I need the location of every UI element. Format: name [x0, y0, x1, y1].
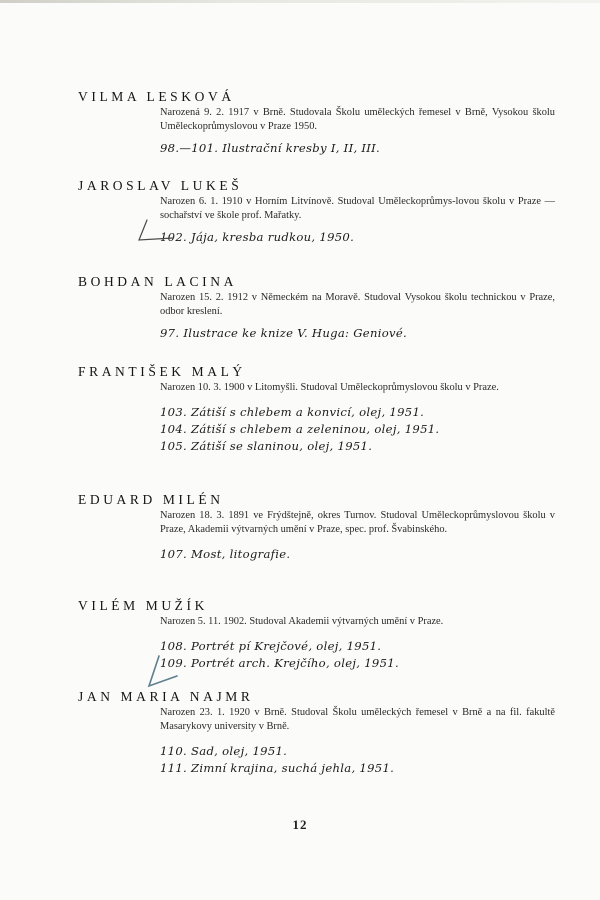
artist-entry-najmr — [78, 689, 558, 777]
work-item: 104. Zátiší s chlebem a zeleninou, olej, 1951. — [160, 422, 440, 436]
works-list — [160, 229, 558, 246]
work-item: 108. Portrét pí Krejčové, olej, 1951. — [160, 639, 382, 653]
works-list — [160, 325, 558, 342]
pencil-checkmark-icon — [145, 654, 185, 688]
artist-name: BOHDAN LACINA — [78, 274, 237, 289]
artist-bio: Narozen 6. 1. 1910 v Horním Litvínově. Studoval Uměleckoprůmys-lovou školu v Praze — sochařství ve škole prof. Mařatky. — [160, 196, 555, 221]
artist-entry-milen — [78, 492, 558, 563]
artist-bio: Narozen 5. 11. 1902. Studoval Akademii výtvarných umění v Praze. — [160, 616, 444, 627]
work-item: 97. Ilustrace ke knize V. Huga: Geniové. — [160, 326, 407, 340]
works-list — [160, 546, 558, 563]
work-item: 103. Zátiší s chlebem a konvicí, olej, 1951. — [160, 405, 425, 419]
artist-name: JAN MARIA NAJMR — [78, 689, 254, 704]
work-item: 102. Jája, kresba rudkou, 1950. — [160, 230, 355, 244]
artist-name: FRANTIŠEK MALÝ — [78, 364, 246, 379]
page-number: 12 — [292, 817, 308, 832]
artist-entry-leskova — [78, 89, 558, 157]
work-item: 98.—101. Ilustrační kresby I, II, III. — [160, 141, 381, 155]
artist-name: VILMA LESKOVÁ — [78, 89, 235, 104]
pencil-checkmark-icon — [135, 218, 175, 244]
artist-name: EDUARD MILÉN — [78, 492, 224, 507]
page-top-edge — [0, 0, 600, 3]
works-list — [160, 404, 558, 455]
artist-bio: Narozen 10. 3. 1900 v Litomyšli. Studoval Uměleckoprůmyslovou školu v Praze. — [160, 382, 499, 393]
artist-bio: Narozen 23. 1. 1920 v Brně. Studoval Školu uměleckých řemesel v Brně a na fil. fakultě Masarykovy university v Brně. — [160, 707, 555, 732]
artist-bio: Narozená 9. 2. 1917 v Brně. Studovala Školu uměleckých řemesel v Brně, Vysokou školu Uměleckoprůmyslovou v Praze 1950. — [160, 107, 555, 132]
works-list — [160, 743, 558, 777]
artist-bio: Narozen 18. 3. 1891 ve Frýdštejně, okres Turnov. Studoval Uměleckoprůmyslovou školu v Praze, Akademii výtvarných umění v Praze, spec. prof. Švabinského. — [160, 510, 555, 535]
works-list — [160, 638, 558, 672]
artist-bio: Narozen 15. 2. 1912 v Německém na Moravě. Studoval Vysokou školu technickou v Praze, odbor kreslení. — [160, 292, 555, 317]
artist-entry-maly — [78, 364, 558, 455]
artist-entry-lacina — [78, 274, 558, 342]
artist-name: VILÉM MUŽÍK — [78, 598, 208, 613]
work-item: 110. Sad, olej, 1951. — [160, 744, 288, 758]
work-item: 109. Portrét arch. Krejčího, olej, 1951. — [160, 656, 399, 670]
work-item: 105. Zátiší se slaninou, olej, 1951. — [160, 439, 373, 453]
works-list — [160, 140, 558, 157]
work-item: 111. Zimní krajina, suchá jehla, 1951. — [160, 761, 395, 775]
artist-name: JAROSLAV LUKEŠ — [78, 178, 243, 193]
work-item: 107. Most, litografie. — [160, 547, 291, 561]
